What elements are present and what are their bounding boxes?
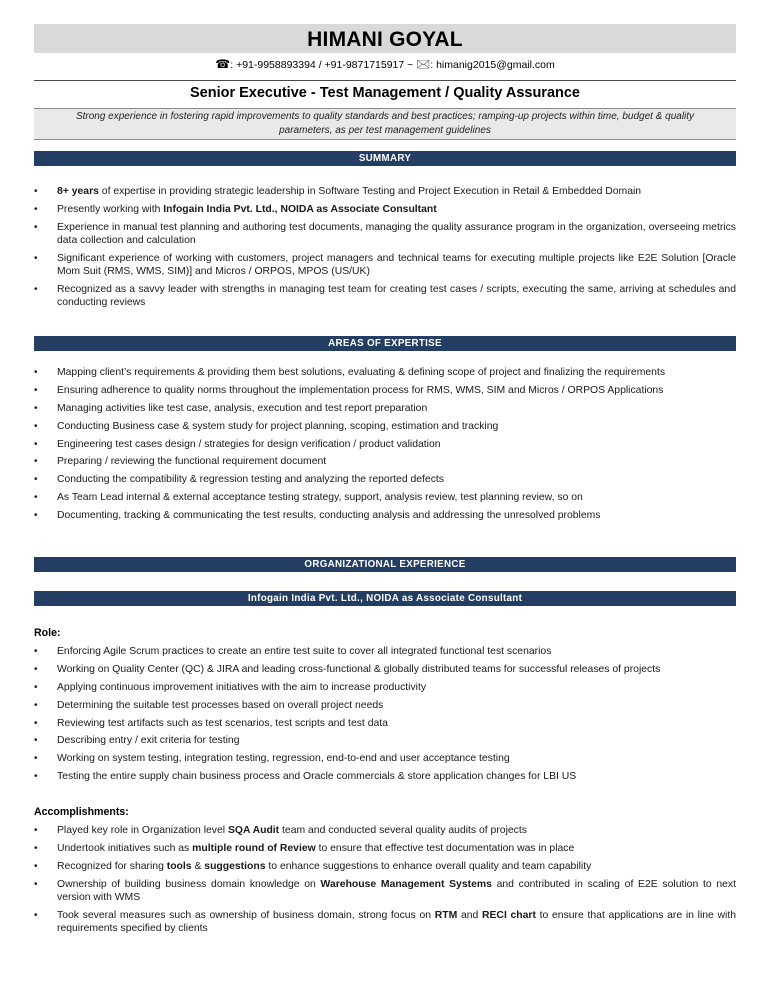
accomplishment-item: • Took several measures such as ownership of business domain, strong focus on RTM and RECI chart to ensure that applications are in line with requirements specified by clients [34, 909, 736, 934]
bullet-icon: • [34, 438, 38, 450]
expertise-item: • As Team Lead internal & external acceptance testing strategy, support, analysis review, test planning review, so on [34, 492, 583, 504]
professional-headline: Senior Executive - Test Management / Quality Assurance [189, 85, 580, 101]
role-item: • Describing entry / exit criteria for testing [34, 735, 240, 747]
accomplishment-item: • Undertook initiatives such as multiple round of Review to ensure that effective test documentation was in place [34, 842, 575, 854]
summary-section-header: SUMMARY [34, 151, 736, 166]
expertise-list [34, 366, 736, 527]
email-address: : himanig2015@gmail.com [430, 59, 555, 71]
bullet-icon: • [34, 420, 38, 432]
bullet-icon: • [34, 699, 38, 711]
bullet-icon: • [34, 221, 38, 233]
accomplishment-item: • Played key role in Organization level SQA Audit team and conducted several quality audits of projects [34, 825, 527, 836]
contact-line [34, 55, 736, 76]
role-item: • Testing the entire supply chain business process and Oracle commercials & store application changes for LBI US [34, 771, 577, 783]
bullet-icon: • [34, 203, 38, 215]
bullet-icon: • [34, 735, 38, 747]
role-item: • Determining the suitable test processes based on overall project needs [34, 699, 384, 711]
bullet-icon: • [34, 252, 38, 264]
accomplishment-item: • Recognized for sharing tools & suggestions to enhance suggestions to enhance overall quality and team capability [34, 860, 592, 872]
bullet-icon: • [34, 384, 38, 396]
summary-list [34, 185, 736, 314]
bullet-icon: • [34, 860, 38, 872]
role-item: • Enforcing Agile Scrum practices to create an entire test suite to cover all integrated functional test scenarios [34, 646, 552, 657]
bullet-icon: • [34, 186, 38, 197]
bullet-icon: • [34, 825, 38, 836]
accomplishment-item: • Ownership of building business domain knowledge on Warehouse Management Systems and contributed in scaling of E2E solution to next version with WMS [34, 878, 736, 903]
expertise-item: • Preparing / reviewing the functional requirement document [34, 456, 327, 468]
profile-tagline: Strong experience in fostering rapid improvements to quality standards and best practices; ramping-up projects within time, budget & quality parameters, as per test management guidelines [34, 108, 736, 140]
bullet-icon: • [34, 681, 38, 693]
experience-section-header: ORGANIZATIONAL EXPERIENCE [34, 557, 736, 572]
company-header: Infogain India Pvt. Ltd., NOIDA as Associate Consultant [34, 591, 736, 606]
bullet-icon: • [34, 842, 38, 854]
role-item: • Reviewing test artifacts such as test scenarios, test scripts and test data [34, 717, 388, 729]
expertise-item: • Ensuring adherence to quality norms throughout the implementation process for RMS, WMS, SIM and Micros / ORPOS Applications [34, 384, 664, 396]
role-label: Role: [34, 627, 61, 639]
header-divider [34, 80, 736, 81]
bullet-icon: • [34, 474, 38, 486]
summary-item: • Experience in manual test planning and authoring test documents, managing the quality assurance program in the organization, overseeing metrics data collection and calculation [34, 221, 736, 246]
summary-item: • Recognized as a savvy leader with strengths in managing test team for creating test cases / scripts, executing the same, arriving at schedules and conducting reviews [34, 283, 736, 309]
expertise-item: • Conducting the compatibility & regression testing and analyzing the reported defects [34, 474, 444, 486]
role-item: • Working on system testing, integration testing, regression, end-to-end and user acceptance testing [34, 753, 510, 765]
expertise-item: • Mapping client’s requirements & providing them best solutions, evaluating & defining scope of project and finalizing the requirements [34, 367, 666, 378]
role-item: • Working on Quality Center (QC) & JIRA and leading cross-functional & globally distributed teams for successful releases of projects [34, 663, 661, 675]
accomplishments-list [34, 824, 736, 940]
envelope-icon: 🖂 [416, 57, 431, 71]
role-item: • Applying continuous improvement initiatives with the aim to increase productivity [34, 681, 427, 693]
expertise-section-header: AREAS OF EXPERTISE [34, 336, 736, 351]
bullet-icon: • [34, 909, 38, 921]
bullet-icon: • [34, 771, 38, 783]
summary-item: • 8+ years of expertise in providing strategic leadership in Software Testing and Project Execution in Retail & Embedded Domain [34, 186, 642, 197]
accomplishments-label: Accomplishments: [34, 806, 129, 818]
expertise-item: • Conducting Business case & system study for project planning, scoping, estimation and tracking [34, 420, 499, 432]
bullet-icon: • [34, 717, 38, 729]
bullet-icon: • [34, 402, 38, 414]
bullet-icon: • [34, 283, 38, 295]
expertise-item: • Documenting, tracking & communicating the test results, conducting analysis and addressing the unresolved problems [34, 510, 601, 522]
expertise-item: • Engineering test cases design / strategies for design verification / product validation [34, 438, 441, 450]
role-list [34, 645, 736, 788]
expertise-item: • Managing activities like test case, analysis, execution and test report preparation [34, 402, 428, 414]
summary-item: • Significant experience of working with customers, project managers and technical teams for executing multiple projects like E2E Solution [Oracle Mom Suit (RMS, WMS, SIM)] and Micros / ORPOS, MPOS (US/UK) [34, 252, 736, 278]
bullet-icon: • [34, 456, 38, 468]
bullet-icon: • [34, 878, 38, 890]
phone-numbers: : +91-9958893394 / +91-9871715917 ~ [230, 59, 417, 71]
bullet-icon: • [34, 646, 38, 657]
bullet-icon: • [34, 367, 38, 378]
bullet-icon: • [34, 753, 38, 765]
summary-item: • Presently working with Infogain India Pvt. Ltd., NOIDA as Associate Consultant [34, 203, 437, 215]
phone-icon: ☎ [215, 57, 231, 71]
bullet-icon: • [34, 492, 38, 504]
bullet-icon: • [34, 510, 38, 522]
bullet-icon: • [34, 663, 38, 675]
candidate-name: HIMANI GOYAL [34, 24, 736, 53]
